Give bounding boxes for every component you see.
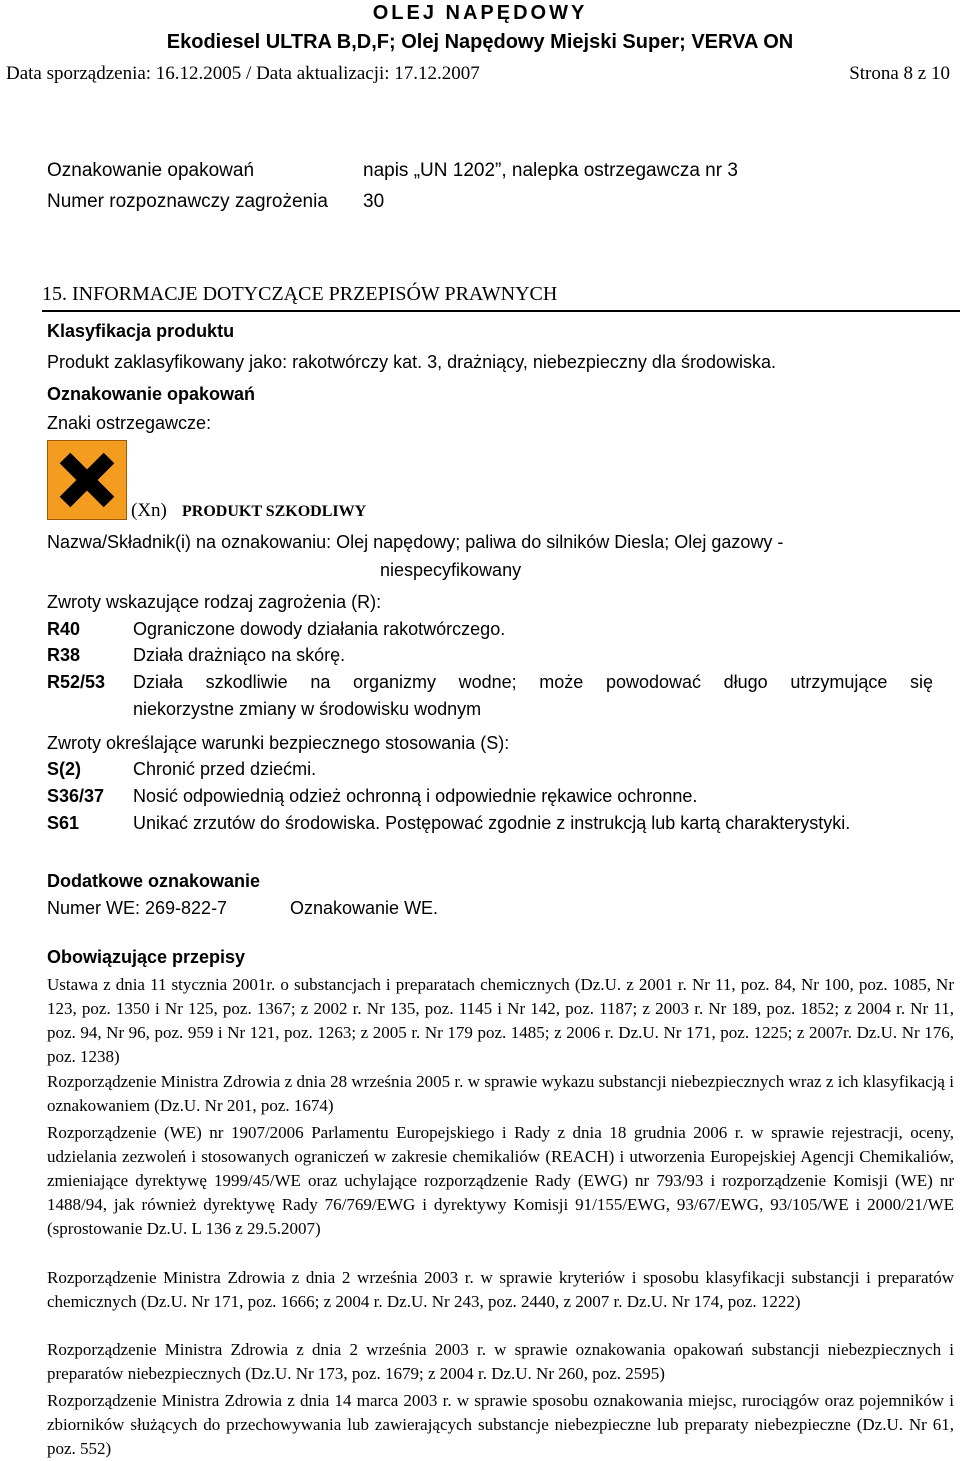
r-phrase-code: R40	[47, 619, 81, 639]
section-divider	[42, 310, 960, 312]
r-phrase-code: R52/53	[47, 672, 106, 692]
regulations-heading: Obowiązujące przepisy	[47, 947, 246, 967]
packaging-value: napis „UN 1202”, nalepka ostrzegawcza nr 3	[363, 160, 738, 181]
we-labelling: Oznakowanie WE.	[290, 898, 439, 918]
page-number: Strona 8 z 10	[849, 63, 950, 84]
harmful-cross-icon	[47, 440, 127, 520]
r-phrase-text-continued: niekorzystne zmiany w środowisku wodnym	[133, 699, 482, 719]
s-phrase-text: Chronić przed dziećmi.	[133, 759, 317, 779]
s-phrase-text: Unikać zrzutów do środowiska. Postępować zgodnie z instrukcją lub kartą charakterystyki.	[133, 813, 851, 833]
s-phrase-code: S36/37	[47, 786, 105, 806]
regulation-item: Rozporządzenie Ministra Zdrowia z dnia 2 września 2003 r. w sprawie kryteriów i sposobu klasyfikacji substancji i preparatów chemicznych (Dz.U. Nr 171, poz. 1666; z 2004 r. Dz.U. Nr 243, poz. 2440, z 2007 r. Dz.U. Nr 174, poz. 1222)	[47, 1268, 954, 1311]
r-phrase-code: R38	[47, 645, 81, 665]
labelling-heading: Oznakowanie opakowań	[47, 384, 256, 404]
classification-text: Produkt zaklasyfikowany jako: rakotwórczy kat. 3, drażniący, niebezpieczny dla środowiska.	[47, 352, 776, 372]
symbol-text: PRODUKT SZKODLIWY	[182, 503, 367, 520]
r-phrases-heading: Zwroty wskazujące rodzaj zagrożenia (R):	[47, 592, 382, 612]
symbol-code: (Xn)	[131, 500, 167, 521]
additional-labelling-heading: Dodatkowe oznakowanie	[47, 871, 261, 891]
name-component-line1: Nazwa/Składnik(i) na oznakowaniu: Olej napędowy; paliwa do silników Diesla; Olej gazowy -	[47, 532, 784, 552]
r-phrase-text: Działa drażniąco na skórę.	[133, 645, 346, 665]
regulation-item: Rozporządzenie (WE) nr 1907/2006 Parlamentu Europejskiego i Rady z dnia 18 grudnia 2006 r. w sprawie rejestracji, oceny, udzielania zezwoleń i stosowanych ograniczeń w zakresie chemikaliów (REACH) i utworzenia Europejskiej Agencji Chemikaliów, zmieniające dyrektywę 1999/45/WE oraz uchylające rozporządzenie Rady (EWG) nr 793/93 i rozporządzenie Komisji (WE) nr 1488/94, jak również dyrektywę Rady 76/769/EWG i dyrektywy Komisji 91/155/EWG, 93/67/EWG, 93/105/WE i 2000/21/WE (sprostowanie Dz.U. L 136 z 29.5.2007)	[47, 1123, 954, 1238]
hazard-number-label: Numer rozpoznawczy zagrożenia	[47, 191, 328, 212]
we-number: Numer WE: 269-822-7	[47, 898, 228, 918]
regulation-item: Rozporządzenie Ministra Zdrowia z dnia 2 września 2003 r. w sprawie oznakowania opakowań substancji niebezpiecznych i preparatów niebezpiecznych (Dz.U. Nr 173, poz. 1679; z 2004 r. Dz.U. Nr 260, poz. 2595)	[47, 1340, 954, 1383]
document-title: OLEJ NAPĘDOWY	[372, 2, 588, 24]
s-phrase-code: S61	[47, 813, 80, 833]
s-phrases-heading: Zwroty określające warunki bezpiecznego stosowania (S):	[47, 733, 510, 753]
regulation-item: Rozporządzenie Ministra Zdrowia z dnia 14 marca 2003 r. w sprawie sposobu oznakowania miejsc, rurociągów oraz pojemników i zbiorników służących do przechowywania lub zawierających substancje niebezpieczne lub preparaty niebezpieczne (Dz.U. Nr 61, poz. 552)	[47, 1391, 954, 1458]
hazard-number-value: 30	[363, 191, 385, 212]
packaging-label: Oznakowanie opakowań	[47, 160, 255, 181]
section-heading: 15. INFORMACJE DOTYCZĄCE PRZEPISÓW PRAWNYCH	[42, 283, 558, 305]
product-names: Ekodiesel ULTRA B,D,F; Olej Napędowy Miejski Super; VERVA ON	[166, 31, 794, 53]
classification-heading: Klasyfikacja produktu	[47, 321, 235, 341]
document-dates: Data sporządzenia: 16.12.2005 / Data aktualizacji: 17.12.2007	[6, 63, 480, 84]
r-phrase-text: Ograniczone dowody działania rakotwórczego.	[133, 619, 506, 639]
warning-signs-label: Znaki ostrzegawcze:	[47, 413, 212, 433]
regulation-item: Ustawa z dnia 11 stycznia 2001r. o substancjach i preparatach chemicznych (Dz.U. z 2001 r. Nr 11, poz. 84, Nr 100, poz. 1085, Nr 123, poz. 1350 i Nr 125, poz. 1367; z 2002 r. Nr 135, poz. 1145 i Nr 142, poz. 1187; z 2003 r. Nr 189, poz. 1852; z 2004 r. Nr 11, poz. 94, Nr 96, poz. 959 i Nr 121, poz. 1263; z 2005 r. Nr 179 poz. 1485; z 2006 r. Dz.U. Nr 171, poz. 1225; z 2007r. Dz.U. Nr 176, poz. 1238)	[47, 975, 954, 1066]
s-phrase-code: S(2)	[47, 759, 82, 779]
regulation-item: Rozporządzenie Ministra Zdrowia z dnia 28 września 2005 r. w sprawie wykazu substancji niebezpiecznych wraz z ich klasyfikacją i oznakowaniem (Dz.U. Nr 201, poz. 1674)	[47, 1072, 954, 1115]
name-component-line2: niespecyfikowany	[380, 560, 522, 580]
r-phrase-text: Działa szkodliwie na organizmy wodne; może powodować długo utrzymujące się	[133, 672, 933, 692]
s-phrase-text: Nosić odpowiednią odzież ochronną i odpowiednie rękawice ochronne.	[133, 786, 698, 806]
